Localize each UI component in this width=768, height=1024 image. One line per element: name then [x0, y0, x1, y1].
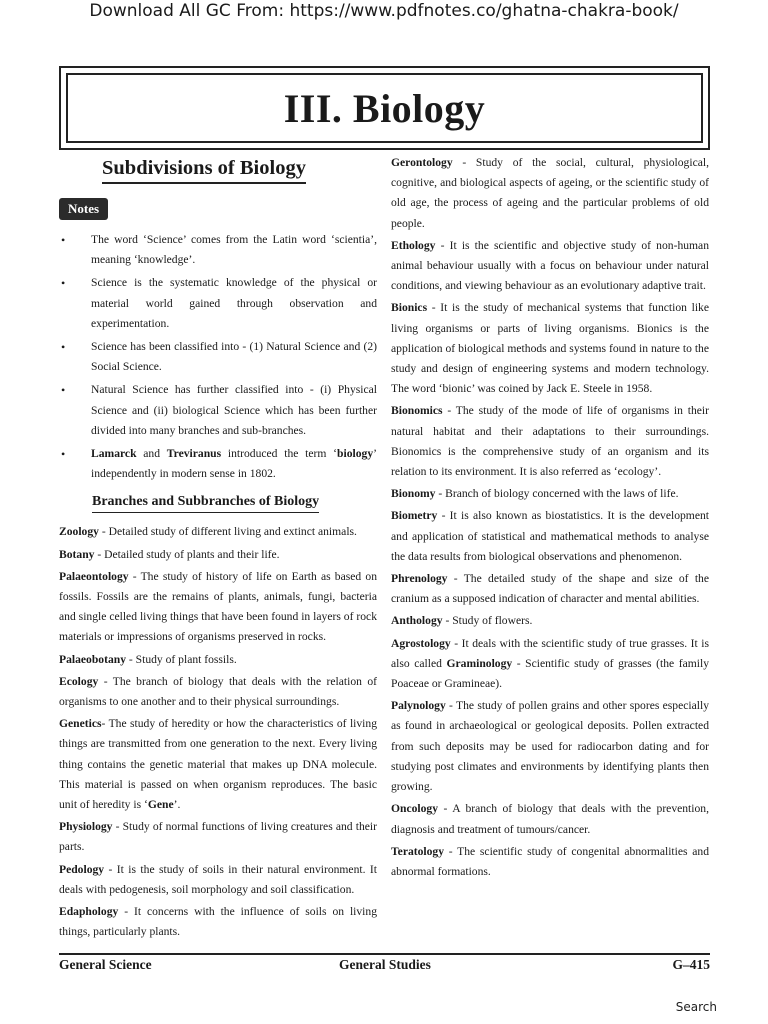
- chapter-title-inner-border: [66, 73, 703, 143]
- section-title: Subdivisions of Biology: [102, 156, 306, 184]
- notes-bullet: • The word ‘Science’ comes from the Latin word ‘scientia’, meaning ‘knowledge’.: [59, 230, 377, 270]
- definition-entry: Anthology - Study of flowers.: [391, 614, 533, 628]
- definition-entry: Physiology - Study of normal functions of living creatures and their parts.: [59, 820, 377, 854]
- download-banner: Download All GC From: https://www.pdfnotes.co/ghatna-chakra-book/: [89, 1, 679, 21]
- definition-entry: Edaphology - It concerns with the influence of soils on living things, particularly plants.: [59, 905, 377, 939]
- left-column: [59, 152, 377, 945]
- definition-entry: Ecology - The branch of biology that deals with the relation of organisms to one another and to their physical surroundings.: [59, 674, 377, 709]
- definition-entry: Palaeobotany - Study of plant fossils.: [59, 652, 237, 666]
- footer-left: General Science: [59, 957, 152, 972]
- definition-entry: Ethology - It is the scientific and objective study of non-human animal behaviour usually with a focus on behaviour under natural conditions, and viewing behaviour as an evolutionary adaptive trait.: [391, 238, 709, 293]
- notes-bullet: • Science has been classified into - (1) Natural Science and (2) Social Science.: [59, 337, 377, 377]
- chapter-title: III. Biology: [283, 85, 486, 131]
- definition-entry: Oncology - A branch of biology that deals with the prevention, diagnosis and treatment of tumours/cancer.: [391, 802, 709, 836]
- notes-bullet: • Science is the systematic knowledge of the physical or material world gained through observation and experimentation.: [59, 273, 377, 334]
- definition-entry: Bionomics - The study of the mode of life of organisms in their natural habitat and their adaptations to their surroundings. Bionomics is the comprehensive study of an organism and its relation to its environment. It is also referred as ‘ecology’.: [391, 404, 709, 479]
- definition-entry: Teratology - The scientific study of congenital abnormalities and abnormal formations.: [391, 844, 709, 878]
- definition-entry: Bionomy - Branch of biology concerned with the laws of life.: [391, 487, 679, 501]
- definition-entry: Phrenology - The detailed study of the shape and size of the cranium as a supposed indication of character and mental abilities.: [391, 572, 709, 606]
- notes-bullet: • Lamarck and Treviranus introduced the term ‘biology’ independently in modern sense in 1802.: [59, 444, 377, 484]
- footer-center: General Studies: [339, 957, 431, 972]
- definition-entry: Palynology - The study of pollen grains and other spores especially as found in archaeological or geological deposits. Pollen extracted from such deposits may be used for radiocarbon dating and for studying post climates and environments by identifying plants then growing.: [391, 699, 709, 794]
- definition-entry: Genetics- The study of heredity or how the characteristics of living things are transmitted from one generation to the next. Every living thing contains the genetic material that makes up DNA molecule. This material is passed on when organism reproduces. The basic unit of heredity is ‘Gene’.: [59, 717, 377, 812]
- definition-entry: Agrostology - It deals with the scientific study of true grasses. It is also called Graminology - Scientific study of grasses (the family Poaceae or Gramineae).: [391, 636, 709, 691]
- definition-entry: Pedology - It is the study of soils in their natural environment. It deals with pedogenesis, soil morphology and soil classification.: [59, 862, 377, 896]
- notes-badge: Notes: [59, 198, 108, 220]
- definition-entry: Gerontology - Study of the social, cultural, physiological, cognitive, and biological aspects of ageing, or the scientific study of old age, the process of ageing and the particular problems of old people.: [391, 156, 709, 230]
- notes-list: [59, 230, 377, 484]
- page-number: G–415: [672, 957, 710, 972]
- right-column: [391, 153, 709, 884]
- definition-entry: Palaeontology - The study of history of life on Earth as based on fossils. Fossils are the remains of plants, animals, fungi, bacteria and single celled living things that have been found in layers of rock materials or impressions of organisms preserved in rocks.: [59, 569, 377, 644]
- subsection-title: Branches and Subbranches of Biology: [92, 492, 319, 513]
- definition-entry: Bionics - It is the study of mechanical systems that function like living organisms or parts of living organisms. Bionics is the application of biological methods and systems found in nature to the study and design of engineering systems and modern technology. The word ‘bionic’ was coined by Jack E. Steele in 1958.: [391, 301, 709, 396]
- search-button[interactable]: Search: [675, 1000, 717, 1014]
- definition-entry: Zoology - Detailed study of different living and extinct animals.: [59, 525, 357, 539]
- notes-bullet: • Natural Science has further classified into - (i) Physical Science and (ii) biological Science which has been further divided into many branches and sub-branches.: [59, 380, 377, 441]
- definition-entry: Biometry - It is also known as biostatistics. It is the development and application of statistical and mathematical methods to analyse the data results from biological observations and phenomenon.: [391, 509, 709, 563]
- footer-divider: [59, 953, 710, 955]
- definition-entry: Botany - Detailed study of plants and their life.: [59, 547, 280, 561]
- chapter-title-box: [59, 66, 710, 150]
